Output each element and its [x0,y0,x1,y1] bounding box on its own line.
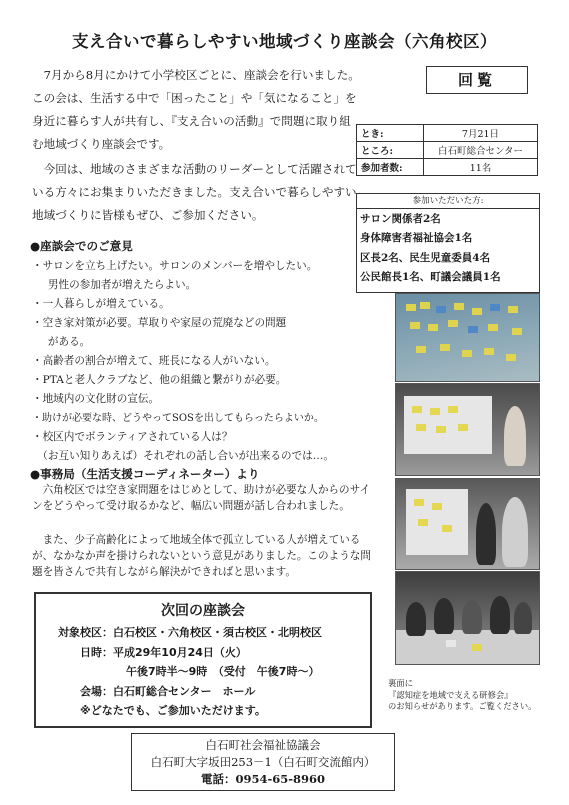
footer-org: 白石町社会福祉協議会 [205,738,321,752]
opinion-item: がある。 [47,336,91,348]
info-row-place [357,142,538,159]
opinion-item: ・校区内でボランティアされている人は？ [32,431,233,443]
opinion-item: ・助けが必要な時、どうやってSOSを出してもらったらよいか。 [32,413,324,424]
next-welcome: ※どなたでも、ご参加いただけます。 [80,704,266,717]
info-row-date [357,125,538,142]
page-title: 支え合いで暮らしやすい地域づくり座談会（六角校区） [72,32,497,51]
back-note-line-3: のお知らせがあります。ご覧ください。 [388,701,537,711]
opinion-item: ・一人暮らしが増えている。 [32,298,170,310]
opinion-item: 男性の参加者が増えたらよい。 [47,279,197,291]
next-districts: 対象校区：白石校区・六角校区・須古校区・北明校区 [58,626,322,639]
back-note-line-1: 裏面に [388,678,413,688]
footer-address: 白石町大字坂田253－1（白石町交流館内） [150,755,376,769]
office-paragraph-1: 六角校区では空き家問題をはじめとして、助けが必要な人からのサインをどうやって受け取るかなど、幅広い問題が話し合われました。 [32,484,371,512]
opinions-heading: ●座談会でのご意見 [30,239,133,253]
participant-row: 身体障害者福祉協会1名 [360,232,473,244]
info-value-place: 白石町総合センター [424,142,538,159]
opinion-item: ・高齢者の割合が増えて、班長になる人がいない。 [32,355,276,367]
photo-group-meeting [395,571,540,665]
participants-header: 参加いただいた方: [357,194,539,209]
participant-row: 公民館長1名、町議会議員1名 [360,271,501,283]
opinion-item: ・PTAと老人クラブなど、他の組織と繋がりが必要。 [32,374,287,386]
opinion-item: ・空き家対策が必要。草取りや家屋の荒廃などの問題 [32,317,287,329]
opinion-item: ・地域内の文化財の宣伝。 [32,393,160,405]
photo-discussion-1 [395,383,540,476]
next-meeting-box [34,592,372,728]
info-label-date: とき: [357,125,424,142]
opinion-item: （お互い知りあえば）それぞれの話し合いが出来るのでは…。 [37,450,334,462]
next-meeting-title: 次回の座談会 [161,603,245,619]
meeting-info-table [356,124,538,176]
footer-contact-box [131,733,395,791]
info-row-attendees [357,159,538,176]
back-note-line-2: 『認知症を地域で支える研修会』 [388,689,513,700]
info-value-date: 7月21日 [424,125,538,142]
next-time: 午後7時半～9時 （受付 午後7時～） [126,665,320,678]
office-paragraph-2: また、少子高齢化によって地域全体で孤立している人が増えているが、なかなか声を掛けられないという意見がありました。このような問題を皆さんで共有しながら解決ができればと思います。 [32,534,371,578]
footer-phone: 電話：0954-65-8960 [200,772,326,786]
office-heading: ●事務局（生活支援コーディネーター）より [30,467,260,481]
participant-row: サロン関係者2名 [360,213,441,225]
participants-box [356,193,540,293]
opinion-item: ・サロンを立ち上げたい。サロンのメンバーを増やしたい。 [32,260,318,272]
info-label-attendees: 参加者数: [357,159,424,176]
next-date: 日時：平成29年10月24日（火） [80,646,247,659]
photo-discussion-2 [395,478,540,570]
opinions-list [32,257,372,466]
intro-paragraph-2: 今回は、地域のさまざまな活動のリーダーとして活躍されている方々にお集まりいただきました。支え合いで暮らしやすい地域づくりに皆様もぜひ、ご参加ください。 [32,162,357,222]
participant-row: 区長2名、民生児童委員4名 [360,252,491,264]
info-value-attendees: 11名 [424,159,538,176]
back-page-note [388,678,548,713]
info-label-place: ところ: [357,142,424,159]
circulation-stamp: 回覧 [426,66,528,94]
photo-sticky-notes [395,293,540,382]
next-venue: 会場：白石町総合センター ホール [80,685,256,698]
intro-paragraph-1: 7月から8月にかけて小学校区ごとに、座談会を行いました。この会は、生活する中で「困ったこと」や「気になること」を身近に暮らす人が共有し、『支え合いの活動』で問題に取り組む地域づくり座談会です。 [32,68,360,151]
